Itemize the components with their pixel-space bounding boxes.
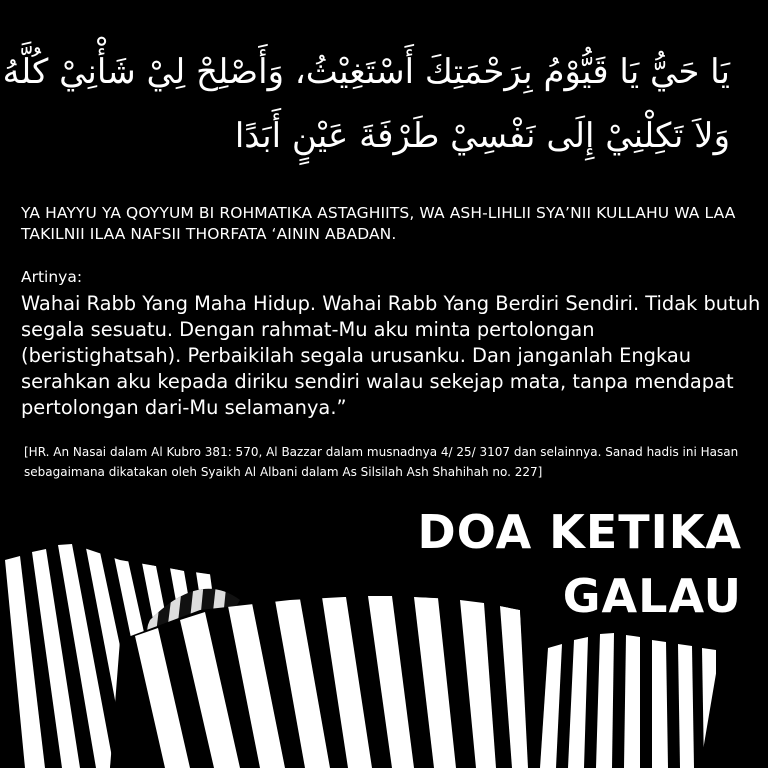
- hadith-source-note: [HR. An Nasai dalam Al Kubro 381: 570, Al Bazzar dalam musnadnya 4/ 25/ 3107 dan selainnya. Sanad hadis ini Hasan sebagaimana dikatakan oleh Syaikh Al Albani dalam As Silsilah Ash Shahihah no. 227]: [24, 445, 739, 479]
- arabic-line-1: يَا حَيُّ يَا قَيُّوْمُ بِرَحْمَتِكَ أَسْتَغِيْثُ، وَأَصْلِحْ لِيْ شَأْنِيْ كُلَّهُ: [2, 52, 730, 92]
- stripes-right: [520, 620, 740, 768]
- meaning-label: Artinya:: [21, 268, 83, 286]
- title-line-1: DOA KETIKA: [417, 505, 742, 559]
- meaning-text: Wahai Rabb Yang Maha Hidup. Wahai Rabb Yang Berdiri Sendiri. Tidak butuh segala sesuatu. Dengan rahmat-Mu aku minta pertolongan (beristighatsah). Perbaikilah segala urusanku. Dan janganlah Engkau serahkan aku kepada diriku sendiri walau sekejap mata, tanpa mendapat pertolongan dari-Mu selamanya.”: [21, 292, 761, 419]
- transliteration-text: YA HAYYU YA QOYYUM BI ROHMATIKA ASTAGHIITS, WA ASH-LIHLII SYA’NII KULLAHU WA LAA TAKILNII ILAA NAFSII THORFATA ‘AININ ABADAN.: [21, 204, 736, 243]
- poster-title: [342, 500, 742, 628]
- title-line-2: GALAU: [562, 569, 742, 623]
- arabic-prayer: [2, 40, 730, 168]
- arabic-line-2: وَلاَ تَكِلْنِيْ إِلَى نَفْسِيْ طَرْفَةَ عَيْنٍ أَبَدًا: [234, 116, 730, 156]
